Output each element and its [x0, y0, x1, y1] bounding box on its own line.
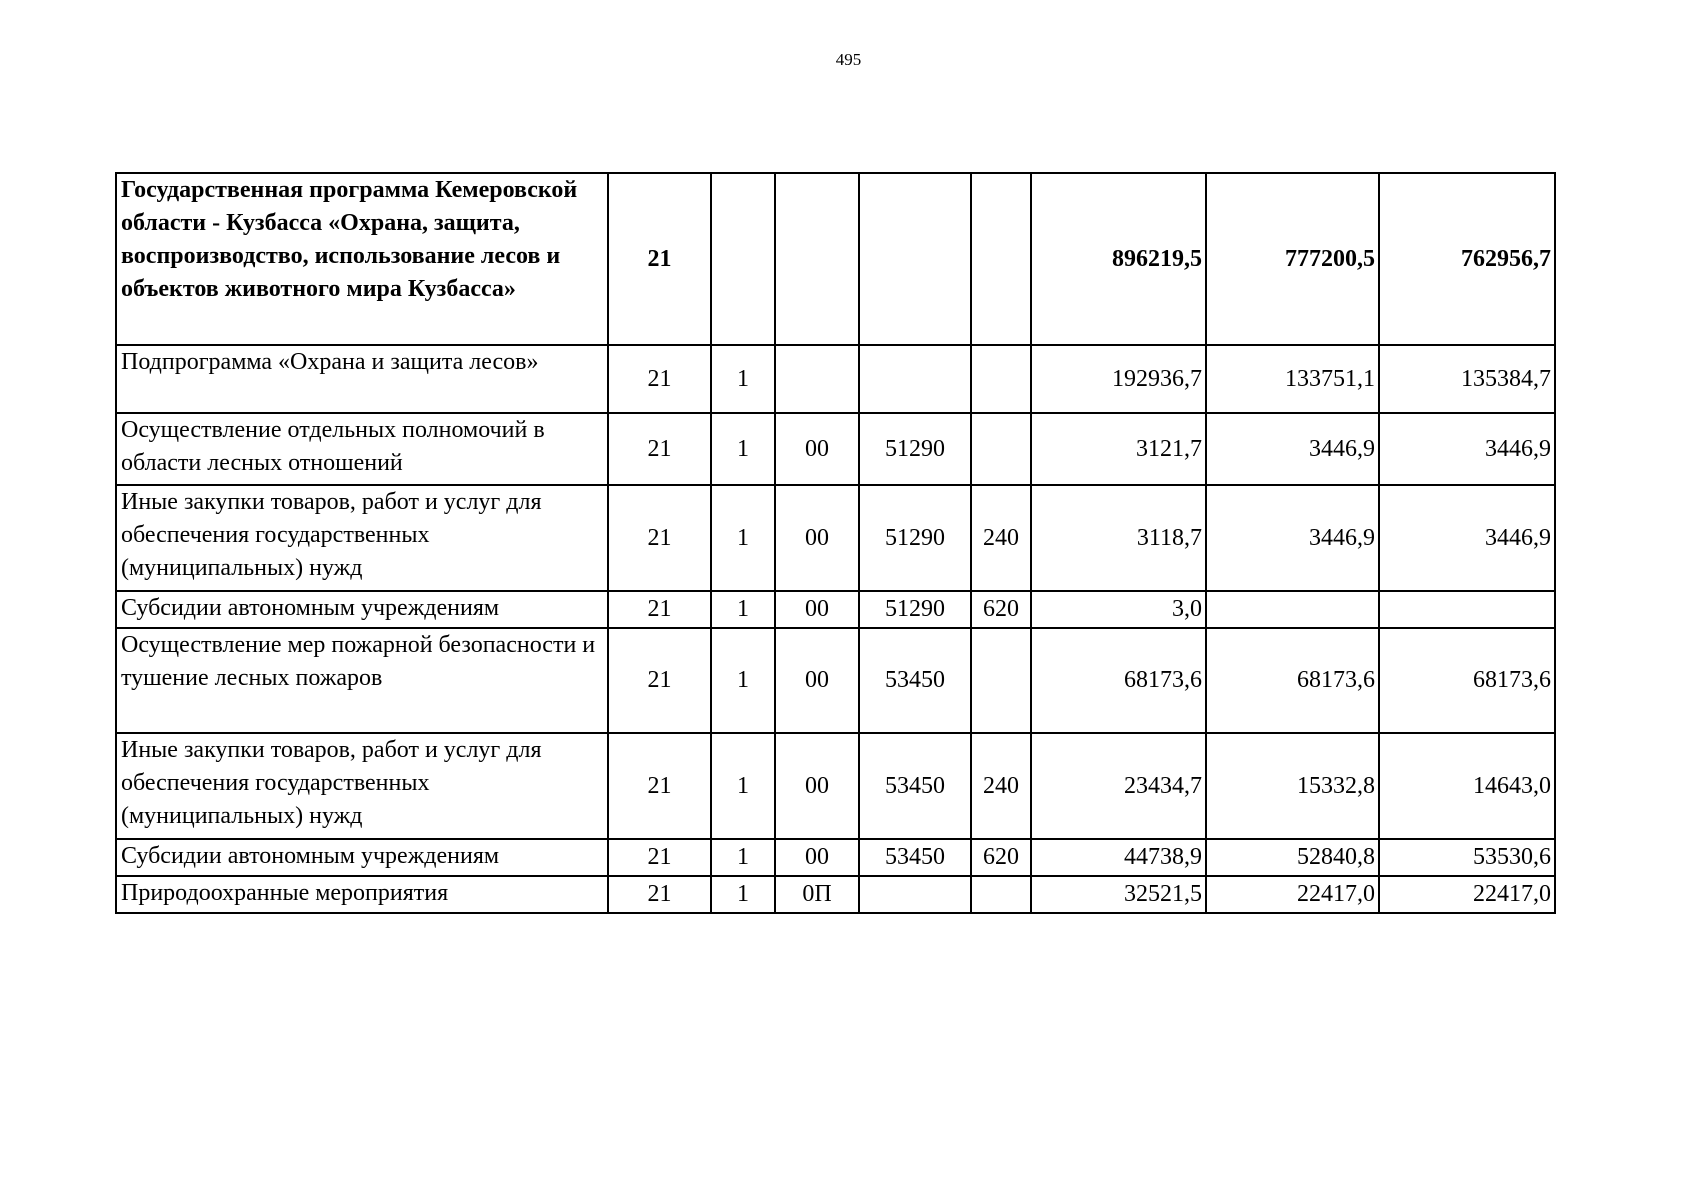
table-row	[116, 413, 1555, 485]
table-row	[116, 173, 1555, 345]
amount-cell: 44738,9	[1031, 839, 1206, 876]
amount-cell: 777200,5	[1206, 173, 1379, 345]
code-cell	[971, 413, 1031, 485]
table-row	[116, 876, 1555, 913]
amount-cell: 52840,8	[1206, 839, 1379, 876]
code-cell: 1	[711, 591, 775, 628]
code-cell: 240	[971, 733, 1031, 839]
amount-cell: 68173,6	[1206, 628, 1379, 733]
code-cell: 0П	[775, 876, 859, 913]
code-cell: 00	[775, 413, 859, 485]
amount-cell: 68173,6	[1031, 628, 1206, 733]
table-body	[116, 173, 1555, 913]
code-cell: 00	[775, 839, 859, 876]
code-cell: 53450	[859, 839, 971, 876]
amount-cell: 3121,7	[1031, 413, 1206, 485]
amount-cell: 3446,9	[1206, 485, 1379, 591]
code-cell: 51290	[859, 485, 971, 591]
code-cell: 620	[971, 839, 1031, 876]
code-cell: 620	[971, 591, 1031, 628]
table-row	[116, 733, 1555, 839]
code-cell: 53450	[859, 733, 971, 839]
row-name: Природоохранные мероприятия	[116, 876, 608, 913]
code-cell: 53450	[859, 628, 971, 733]
amount-cell: 3446,9	[1379, 413, 1555, 485]
amount-cell: 15332,8	[1206, 733, 1379, 839]
code-cell: 1	[711, 839, 775, 876]
code-cell: 1	[711, 485, 775, 591]
amount-cell: 3,0	[1031, 591, 1206, 628]
row-name: Иные закупки товаров, работ и услуг для обеспечения государственных (муниципальных) нужд	[116, 733, 608, 839]
table-row	[116, 839, 1555, 876]
amount-cell: 53530,6	[1379, 839, 1555, 876]
row-name: Государственная программа Кемеровской области - Кузбасса «Охрана, защита, воспроизводство, использование лесов и объектов животного мира Кузбасса»	[116, 173, 608, 345]
code-cell: 00	[775, 485, 859, 591]
code-cell	[971, 345, 1031, 413]
amount-cell: 32521,5	[1031, 876, 1206, 913]
code-cell	[971, 173, 1031, 345]
amount-cell: 896219,5	[1031, 173, 1206, 345]
amount-cell: 22417,0	[1379, 876, 1555, 913]
amount-cell: 3118,7	[1031, 485, 1206, 591]
amount-cell: 23434,7	[1031, 733, 1206, 839]
amount-cell	[1379, 591, 1555, 628]
row-name: Осуществление отдельных полномочий в области лесных отношений	[116, 413, 608, 485]
budget-table	[115, 172, 1556, 914]
amount-cell	[1206, 591, 1379, 628]
code-cell: 21	[608, 876, 711, 913]
code-cell	[711, 173, 775, 345]
amount-cell: 3446,9	[1379, 485, 1555, 591]
code-cell: 21	[608, 628, 711, 733]
code-cell: 00	[775, 628, 859, 733]
amount-cell: 762956,7	[1379, 173, 1555, 345]
code-cell: 21	[608, 839, 711, 876]
code-cell	[859, 345, 971, 413]
code-cell: 240	[971, 485, 1031, 591]
row-name: Осуществление мер пожарной безопасности и тушение лесных пожаров	[116, 628, 608, 733]
code-cell: 1	[711, 733, 775, 839]
code-cell: 1	[711, 345, 775, 413]
code-cell	[775, 345, 859, 413]
table-row	[116, 345, 1555, 413]
code-cell: 51290	[859, 413, 971, 485]
code-cell: 21	[608, 173, 711, 345]
code-cell	[775, 173, 859, 345]
table-row	[116, 591, 1555, 628]
amount-cell: 3446,9	[1206, 413, 1379, 485]
code-cell: 51290	[859, 591, 971, 628]
code-cell: 21	[608, 485, 711, 591]
code-cell	[971, 876, 1031, 913]
code-cell: 00	[775, 733, 859, 839]
code-cell: 1	[711, 876, 775, 913]
row-name: Подпрограмма «Охрана и защита лесов»	[116, 345, 608, 413]
code-cell: 1	[711, 628, 775, 733]
amount-cell: 192936,7	[1031, 345, 1206, 413]
amount-cell: 133751,1	[1206, 345, 1379, 413]
code-cell: 21	[608, 733, 711, 839]
code-cell: 1	[711, 413, 775, 485]
table-row	[116, 628, 1555, 733]
amount-cell: 68173,6	[1379, 628, 1555, 733]
code-cell	[859, 173, 971, 345]
code-cell: 21	[608, 591, 711, 628]
row-name: Субсидии автономным учреждениям	[116, 591, 608, 628]
code-cell: 21	[608, 413, 711, 485]
row-name: Иные закупки товаров, работ и услуг для обеспечения государственных (муниципальных) нужд	[116, 485, 608, 591]
code-cell: 21	[608, 345, 711, 413]
code-cell	[971, 628, 1031, 733]
code-cell: 00	[775, 591, 859, 628]
amount-cell: 135384,7	[1379, 345, 1555, 413]
row-name: Субсидии автономным учреждениям	[116, 839, 608, 876]
amount-cell: 22417,0	[1206, 876, 1379, 913]
page-number: 495	[835, 50, 862, 69]
code-cell	[859, 876, 971, 913]
table-row	[116, 485, 1555, 591]
amount-cell: 14643,0	[1379, 733, 1555, 839]
